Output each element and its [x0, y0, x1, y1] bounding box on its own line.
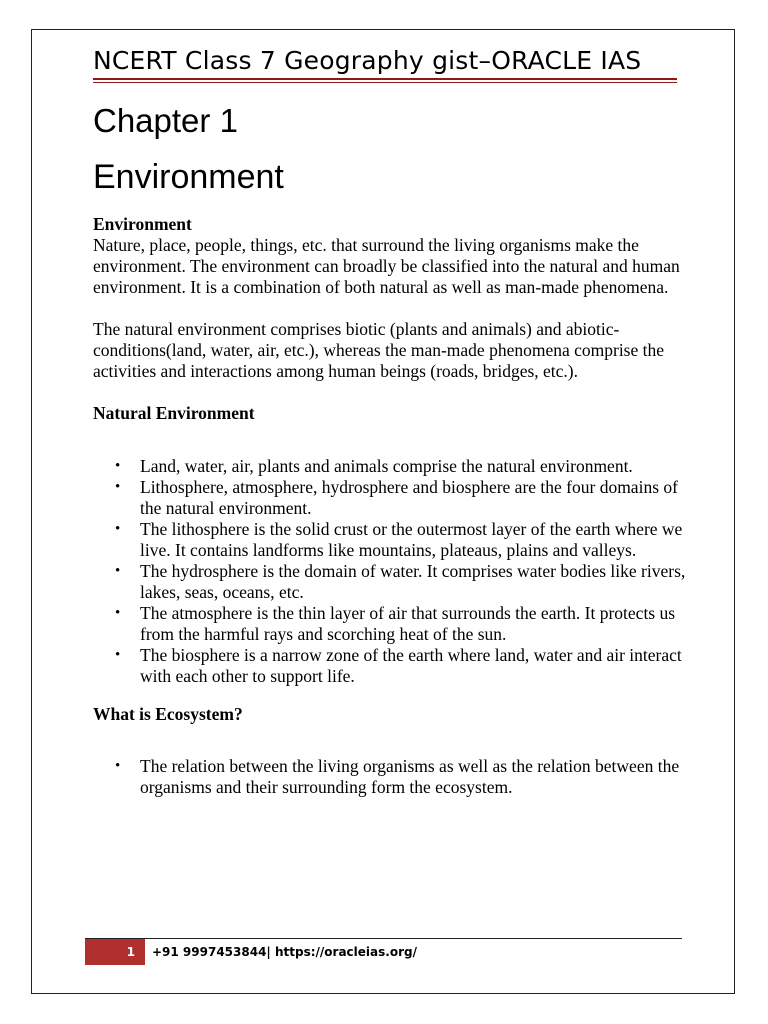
list-item: • The lithosphere is the solid crust or the outermost layer of the earth where we live. It contains landforms like mountains, plateaus, plains and valleys.	[93, 519, 693, 561]
footer-contact: +91 9997453844| https://oracleias.org/	[152, 945, 417, 959]
list-item: • Lithosphere, atmosphere, hydrosphere and biosphere are the four domains of the natural environment.	[93, 477, 693, 519]
list-item: • Land, water, air, plants and animals comprise the natural environment.	[93, 456, 693, 477]
ecosystem-list	[93, 756, 693, 798]
list-item: • The biosphere is a narrow zone of the earth where land, water and air interact with each other to support life.	[93, 645, 693, 687]
header-rule	[93, 78, 677, 80]
header-rule-thin	[93, 82, 677, 83]
document-body	[93, 214, 693, 798]
document-header: NCERT Class 7 Geography gist–ORACLE IAS	[93, 46, 642, 75]
chapter-title: Environment	[93, 158, 284, 196]
page-number: 1	[85, 939, 145, 965]
list-item: • The atmosphere is the thin layer of air that surrounds the earth. It protects us from the harmful rays and scorching heat of the sun.	[93, 603, 693, 645]
chapter-number: Chapter 1	[93, 102, 238, 139]
section-heading-environment: Environment	[93, 214, 192, 234]
section-heading-ecosystem: What is Ecosystem?	[93, 704, 243, 724]
list-item: • The hydrosphere is the domain of water. It comprises water bodies like rivers, lakes, seas, oceans, etc.	[93, 561, 693, 603]
paragraph-natural-vs-manmade: The natural environment comprises biotic (plants and animals) and abiotic-conditions(land, water, air, etc.), whereas the man-made phenomena comprise the activities and interactions among human beings (roads, bridges, etc.).	[93, 319, 665, 381]
section-heading-natural-environment: Natural Environment	[93, 403, 255, 423]
natural-environment-list	[93, 456, 693, 687]
paragraph-environment-definition: Nature, place, people, things, etc. that surround the living organisms make the environment. The environment can broadly be classified into the natural and human environment. It is a combination of both natural as well as man-made phenomena.	[93, 235, 680, 297]
list-item: • The relation between the living organisms as well as the relation between the organisms and their surrounding form the ecosystem.	[93, 756, 693, 798]
